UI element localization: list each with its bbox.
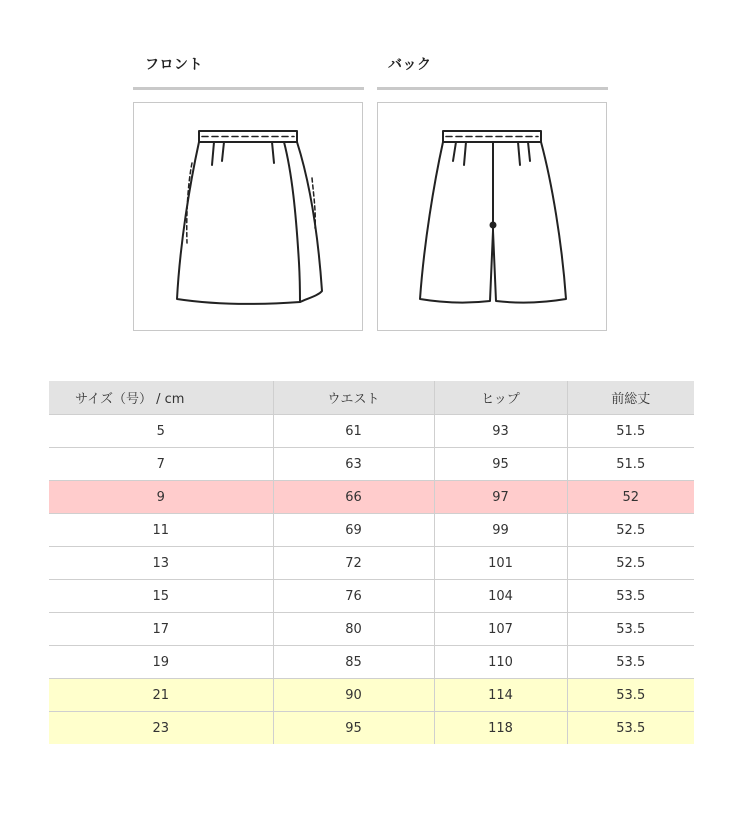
header-waist: ウエスト <box>273 381 434 415</box>
table-row-highlighted <box>49 712 694 745</box>
header-size: サイズ（号） / cm <box>49 381 273 415</box>
cell-waist: 80 <box>273 613 434 646</box>
cell-waist: 90 <box>273 679 434 712</box>
cell-size: 17 <box>49 613 273 646</box>
cell-hip: 95 <box>434 448 567 481</box>
cell-length: 52 <box>567 481 694 514</box>
cell-length: 53.5 <box>567 646 694 679</box>
header-length: 前総丈 <box>567 381 694 415</box>
cell-hip: 101 <box>434 547 567 580</box>
table-row <box>49 580 694 613</box>
cell-length: 53.5 <box>567 712 694 745</box>
header-hip: ヒップ <box>434 381 567 415</box>
cell-length: 53.5 <box>567 679 694 712</box>
cell-size: 23 <box>49 712 273 745</box>
front-view-rule <box>133 87 364 90</box>
back-view-box <box>377 102 607 331</box>
cell-length: 51.5 <box>567 448 694 481</box>
cell-waist: 61 <box>273 415 434 448</box>
cell-hip: 104 <box>434 580 567 613</box>
table-row <box>49 514 694 547</box>
back-view-rule <box>377 87 608 90</box>
table-row <box>49 547 694 580</box>
back-skort-illustration <box>378 103 608 332</box>
cell-hip: 97 <box>434 481 567 514</box>
cell-hip: 110 <box>434 646 567 679</box>
cell-waist: 85 <box>273 646 434 679</box>
cell-waist: 63 <box>273 448 434 481</box>
cell-waist: 66 <box>273 481 434 514</box>
cell-length: 52.5 <box>567 547 694 580</box>
cell-size: 21 <box>49 679 273 712</box>
size-table <box>49 381 694 744</box>
table-row <box>49 646 694 679</box>
table-row <box>49 415 694 448</box>
cell-length: 52.5 <box>567 514 694 547</box>
table-row-highlighted <box>49 481 694 514</box>
cell-length: 53.5 <box>567 613 694 646</box>
cell-hip: 99 <box>434 514 567 547</box>
cell-waist: 95 <box>273 712 434 745</box>
cell-size: 19 <box>49 646 273 679</box>
front-view-box <box>133 102 363 331</box>
cell-hip: 107 <box>434 613 567 646</box>
cell-size: 9 <box>49 481 273 514</box>
cell-size: 13 <box>49 547 273 580</box>
cell-hip: 93 <box>434 415 567 448</box>
table-row <box>49 613 694 646</box>
front-skort-illustration <box>134 103 364 332</box>
cell-waist: 76 <box>273 580 434 613</box>
cell-size: 5 <box>49 415 273 448</box>
cell-size: 7 <box>49 448 273 481</box>
table-row <box>49 448 694 481</box>
cell-size: 11 <box>49 514 273 547</box>
table-row-highlighted <box>49 679 694 712</box>
back-view-title: バック <box>388 57 432 73</box>
cell-waist: 69 <box>273 514 434 547</box>
cell-length: 53.5 <box>567 580 694 613</box>
cell-size: 15 <box>49 580 273 613</box>
cell-hip: 118 <box>434 712 567 745</box>
front-view-title: フロント <box>145 57 203 73</box>
cell-waist: 72 <box>273 547 434 580</box>
cell-length: 51.5 <box>567 415 694 448</box>
cell-hip: 114 <box>434 679 567 712</box>
table-header-row <box>49 381 694 415</box>
